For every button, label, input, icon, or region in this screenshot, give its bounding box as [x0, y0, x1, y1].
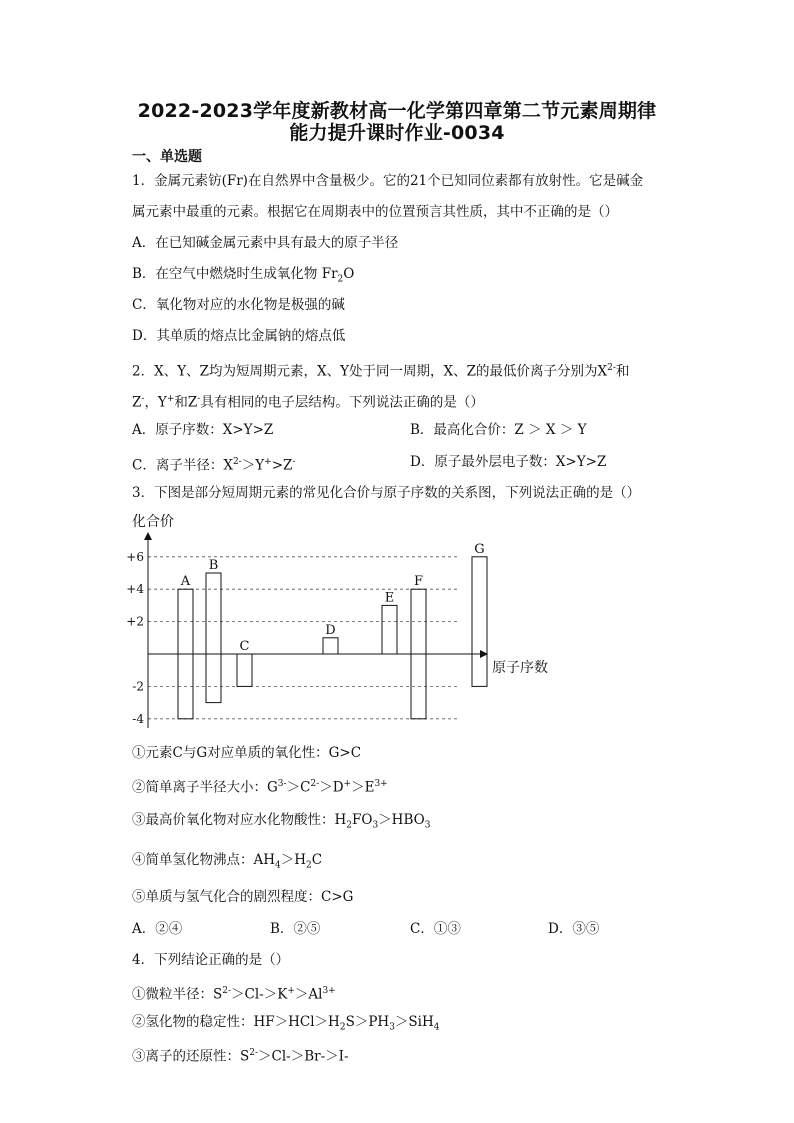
y-tick-label: +4: [126, 582, 144, 597]
q2-stem-line2: Z-，Y+和Z-具有相同的电子层结构。下列说法正确的是（）: [132, 394, 484, 411]
valence-chart: [120, 510, 570, 740]
q3-statement-1: ①元素C与G对应单质的氧化性：G>C: [132, 745, 362, 761]
q4-statement-1: ①微粒半径：$S^{2-}>Cl->K^+>Al^{3+}$: [132, 986, 336, 1003]
q3-statement-2: ②简单离子半径大小：$G^{3-}>C^{2-}>D^+>E^{3+}$: [132, 779, 388, 796]
q1-option-b: B．在空气中燃烧时生成氧化物 $Fr_2O$: [132, 266, 355, 285]
bar-G: [472, 557, 487, 687]
bar-D: [323, 638, 338, 654]
y-tick-label: -2: [132, 679, 144, 694]
bar-label-B: B: [208, 558, 219, 573]
q3-option-d: D．③⑤: [548, 921, 600, 937]
q4-statement-3: ③离子的还原性：$S^{2-}>Cl->Br->I-$: [132, 1048, 349, 1065]
q2-option-c: C．离子半径：$X^{2-}>Y^+>Z^-$: [132, 457, 296, 474]
x-axis-label: 原子序数: [492, 660, 548, 676]
y-tick-label: +2: [126, 614, 144, 629]
q3-stem: 3．下图是部分短周期元素的常见化合价与原子序数的关系图，下列说法正确的是（）: [132, 485, 641, 501]
q2-option-b: B．最高化合价：Z ＞ X ＞ Y: [410, 422, 587, 438]
q1-option-d: D．其单质的熔点比金属钠的熔点低: [132, 328, 346, 344]
bar-label-A: A: [180, 574, 191, 590]
q1-option-c: C．氧化物对应的水化物是极强的碱: [132, 297, 345, 313]
q2-stem-line1: 2．X、Y、Z均为短周期元素，X、Y处于同一周期，X、Z的最低价离子分别为$X^{2-}$和: [132, 363, 630, 380]
chart-axes: [144, 532, 488, 728]
q3-statement-5: ⑤单质与氢气化合的剧烈程度：C>G: [132, 889, 354, 905]
chart-labels: [126, 514, 548, 726]
bar-C: [237, 654, 252, 686]
q4-stem: 4．下列结论正确的是（）: [132, 952, 290, 968]
q3-statement-3: ③最高价氧化物对应水化物酸性：$H_2FO_3>HBO_3$: [132, 812, 431, 831]
q3-statement-4: ④简单氢化物沸点：$AH_4>H_2C$: [132, 852, 323, 871]
y-axis-label: 化合价: [132, 514, 174, 530]
q3-option-a: A．②④: [132, 921, 183, 937]
page-title-line1: 2022-2023学年度新教材高一化学第四章第二节元素周期律: [137, 100, 657, 122]
q1-stem-line2: 属元素中最重的元素。根据它在周期表中的位置预言其性质，其中不正确的是（）: [132, 204, 618, 220]
section-heading: 一、单选题: [132, 149, 202, 165]
bar-label-C: C: [239, 639, 250, 654]
bar-label-G: G: [474, 541, 485, 557]
page-title-line2: 能力提升课时作业-0034: [289, 122, 505, 144]
q3-option-b: B．②⑤: [270, 921, 321, 937]
bar-label-F: F: [413, 574, 424, 590]
q2-option-a: A．原子序数：X>Y>Z: [132, 422, 274, 438]
q1-stem-line1: 1．金属元素钫(Fr)在自然界中含量极少。它的21个已知同位素都有放射性。它是碱金: [132, 173, 644, 189]
bar-E: [382, 605, 397, 654]
q2-option-d: D．原子最外层电子数：X>Y>Z: [410, 454, 607, 470]
bar-label-E: E: [384, 590, 395, 606]
q4-statement-2: ②氢化物的稳定性：$HF>HCl>H_2S>PH_3>SiH_4$: [132, 1014, 440, 1033]
y-tick-label: +6: [126, 549, 144, 564]
y-axis-arrow: [144, 532, 152, 540]
bar-label-D: D: [325, 622, 336, 638]
q1-option-a: A．在已知碱金属元素中具有最大的原子半径: [132, 235, 399, 251]
y-tick-label: -4: [132, 711, 144, 726]
bar-B: [206, 573, 221, 703]
q3-option-c: C．①③: [410, 921, 461, 937]
